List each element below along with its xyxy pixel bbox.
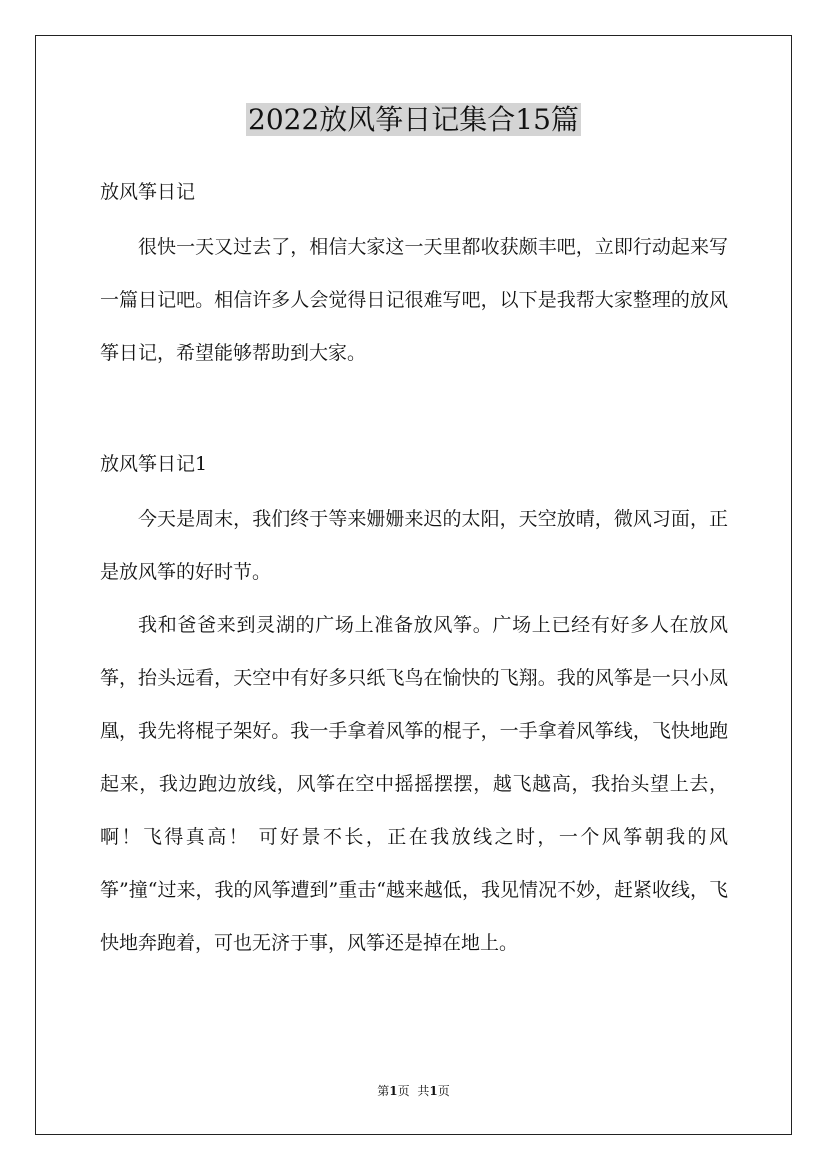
document-title: 2022放风筝日记集合15篇 (248, 103, 579, 136)
diary-paragraph-1 (100, 493, 728, 599)
diary-paragraph-2 (100, 599, 728, 970)
total-prefix: 共 (417, 1084, 430, 1098)
paragraph-text: 今天是周末，我们终于等来姗姗来迟的太阳，天空放晴，微风习面，正是放风筝的好时节。 (100, 508, 728, 583)
intro-heading: 放风筝日记 (100, 181, 196, 203)
page-prefix: 第 (377, 1084, 390, 1098)
section-heading: 放风筝日记1 (100, 453, 208, 475)
intro-paragraph (100, 221, 728, 380)
total-pages: 1 (429, 1084, 438, 1098)
total-suffix: 页 (437, 1084, 450, 1098)
paragraph-text: 我和爸爸来到灵湖的广场上准备放风筝。广场上已经有好多人在放风筝，抬头远看，天空中有好多只纸飞鸟在愉快的飞翔。我的风筝是一只小凤凰，我先将棍子架好。我一手拿着风筝的棍子，一手拿着风筝线，飞快地跑起来，我边跑边放线，风筝在空中摇摇摆摆，越飞越高，我抬头望上去，啊！飞得真高！ 可好景不长，正在我放线之时，一个风筝朝我的风筝”撞“过来，我的风筝遭到”重击“越来越低，我见情况不妙，赶紧收线，飞快地奔跑着，可也无济于事，风筝还是掉在地上。 (100, 614, 728, 954)
intro-paragraph-text: 很快一天又过去了，相信大家这一天里都收获颇丰吧，立即行动起来写一篇日记吧。相信许多人会觉得日记很难写吧，以下是我帮大家整理的放风筝日记，希望能够帮助到大家。 (100, 236, 728, 364)
page-suffix: 页 (397, 1084, 410, 1098)
page-number: 1 (389, 1084, 398, 1098)
page-footer (0, 1082, 827, 1100)
